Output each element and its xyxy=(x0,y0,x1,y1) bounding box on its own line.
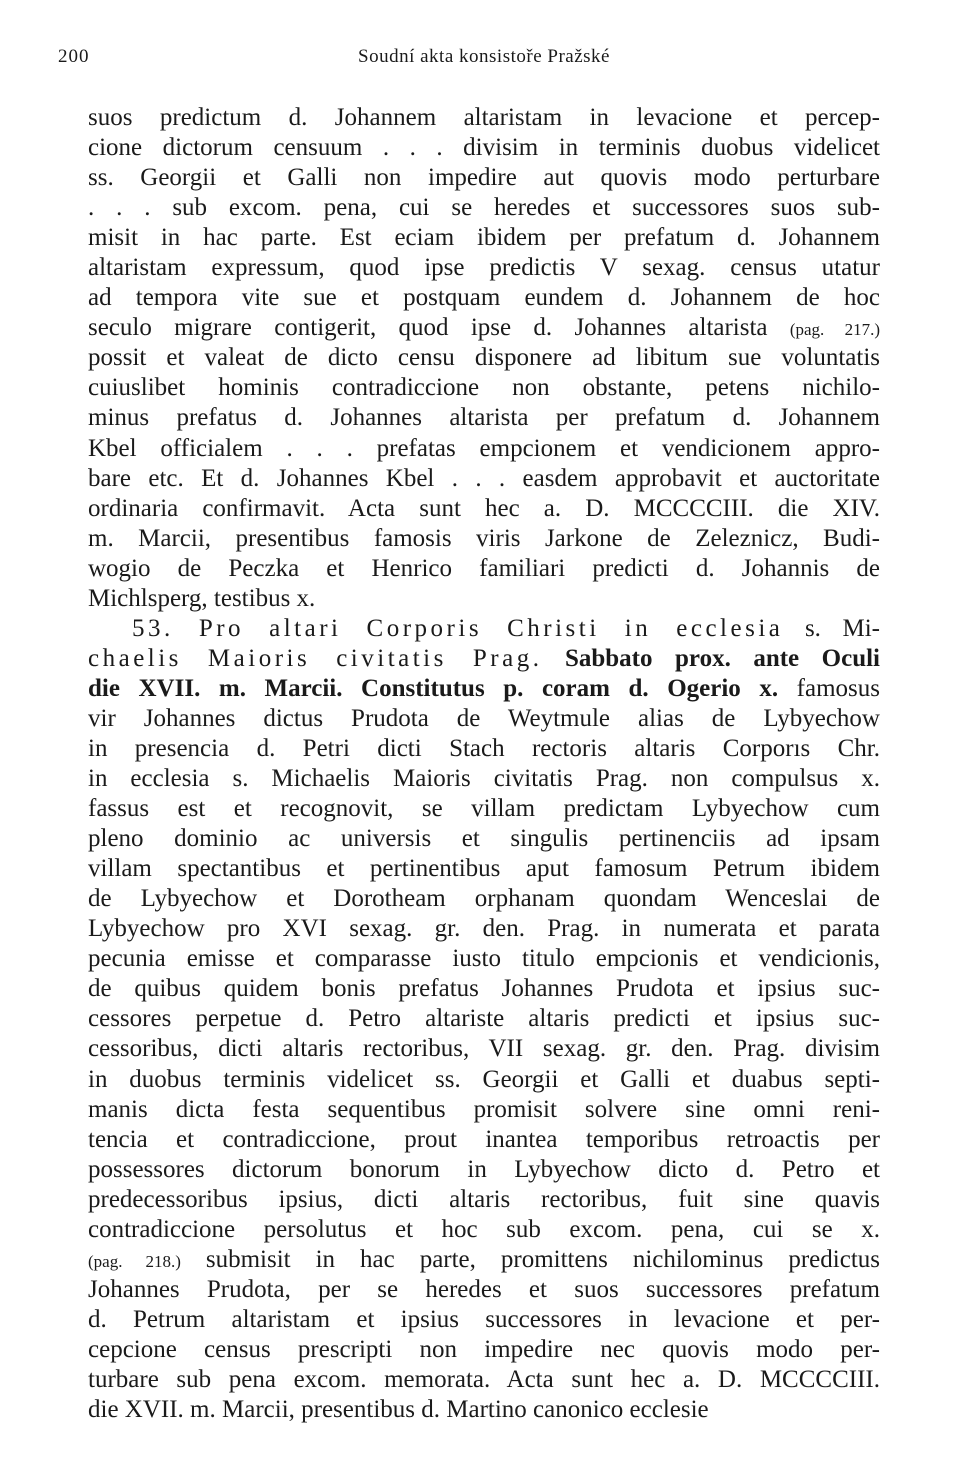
text-line xyxy=(88,824,880,854)
text-line xyxy=(88,163,880,193)
line-text: s. Mi- xyxy=(783,614,880,642)
text-line xyxy=(88,403,880,433)
line-text: bare etc. Et d. Johannes Kbel . . . easdem approbavit et auctoritate xyxy=(88,464,880,492)
text-line xyxy=(88,1125,880,1155)
line-text: ad tempora vite sue et postquam eundem d. Johannem de hoc xyxy=(88,284,880,312)
text-line xyxy=(88,974,880,1004)
text-line xyxy=(88,1275,880,1305)
text-line xyxy=(88,554,880,584)
page-header xyxy=(58,46,870,74)
body-text xyxy=(88,103,880,1425)
line-text: manis dicta festa sequentibus promisit solvere sine omni reni- xyxy=(88,1095,880,1123)
line-text: Johannes Prudota, per se heredes et suos successores prefatum xyxy=(88,1275,880,1303)
text-line xyxy=(88,674,880,704)
line-text: seculo migrare contigerit, quod ipse d. Johannes altarista xyxy=(88,314,768,342)
text-line xyxy=(88,764,880,794)
line-text: ordinaria confirmavit. Acta sunt hec a. D. MCCCCIII. die XIV. xyxy=(88,494,880,522)
text-line xyxy=(88,524,880,554)
text-line xyxy=(88,343,880,373)
text-line xyxy=(88,1395,880,1425)
text-line xyxy=(88,283,880,313)
line-text: famosus xyxy=(778,674,881,702)
page-number: 200 xyxy=(58,46,90,67)
line-text: pleno dominio ac universis et singulis pertinenciis ad ipsam xyxy=(88,825,880,853)
line-text: d. Petrum altaristam et ipsius successores in levacione et per- xyxy=(88,1305,880,1333)
text-line xyxy=(88,434,880,464)
text-line xyxy=(88,1065,880,1095)
text-line xyxy=(88,704,880,734)
line-text: altaristam expressum, quod ipse predictis V sexag. census utatur xyxy=(88,254,880,282)
line-text: . . . sub excom. pena, cui se heredes et successores suos sub- xyxy=(88,194,880,222)
line-text: die XVII. m. Marcii, presentibus d. Martino canonico ecclesie xyxy=(88,1396,709,1424)
line-text: fassus est et recognovit, se villam predictam Lybyechow cum xyxy=(88,795,880,823)
line-text: cessoribus, dicti altaris rectoribus, VII sexag. gr. den. Prag. divisim xyxy=(88,1035,880,1063)
line-text: cione dictorum censuum . . . divisim in terminis duobus videlicet xyxy=(88,134,880,162)
line-text: ss. Georgii et Galli non impedire aut quovis modo perturbare xyxy=(88,164,880,192)
text-line xyxy=(88,373,880,403)
page-reference: (pag. 217.) xyxy=(789,320,880,340)
text-line xyxy=(88,1155,880,1185)
text-line xyxy=(88,944,880,974)
line-text: tencia et contradiccione, prout inantea temporibus retroactis per xyxy=(88,1125,880,1153)
line-text: suos predictum d. Johannem altaristam in levacione et percep- xyxy=(88,104,880,131)
text-line xyxy=(88,1095,880,1125)
line-text: in duobus terminis videlicet ss. Georgii et Galli et duabus septi- xyxy=(88,1065,880,1093)
line-text: pecunia emisse et comparasse iusto titulo empcionis et vendicionis, xyxy=(88,945,880,973)
line-text: possessores dictorum bonorum in Lybyechow dicto d. Petro et xyxy=(88,1155,880,1183)
text-line xyxy=(88,103,880,133)
line-text: Lybyechow pro XVI sexag. gr. den. Prag. in numerata et parata xyxy=(88,915,880,943)
line-text: turbare sub pena excom. memorata. Acta sunt hec a. D. MCCCCIII. xyxy=(88,1365,880,1393)
line-text: submisit in hac parte, promittens nichilominus predictus xyxy=(180,1245,880,1273)
line-text: Michlsperg, testibus x. xyxy=(88,584,316,612)
line-text: wogio de Peczka et Henrico familiari predicti d. Johannis de xyxy=(88,554,880,582)
text-line xyxy=(88,614,880,644)
running-title: Soudní akta konsistoře Pražské xyxy=(358,46,610,67)
text-line xyxy=(88,884,880,914)
text-line xyxy=(88,223,880,253)
text-line xyxy=(88,584,880,614)
line-text: cuiuslibet hominis contradiccione non obstante, petens nichilo- xyxy=(88,374,880,402)
text-line xyxy=(88,1335,880,1365)
line-text: contradiccione persolutus et hoc sub excom. pena, cui se x. xyxy=(88,1215,880,1243)
text-line xyxy=(88,1004,880,1034)
text-line xyxy=(88,854,880,884)
text-line xyxy=(88,1034,880,1064)
text-line xyxy=(88,253,880,283)
line-text: in ecclesia s. Michaelis Maioris civitatis Prag. non compulsus x. xyxy=(88,765,880,793)
line-text: Kbel officialem . . . prefatas empcionem et vendicionem appro- xyxy=(88,434,880,462)
text-line xyxy=(88,1215,880,1245)
text-line xyxy=(88,193,880,223)
line-text: de Lybyechow et Dorotheam orphanam quondam Wenceslai de xyxy=(88,885,880,913)
text-line xyxy=(88,1365,880,1395)
line-text: possit et valeat de dicto censu disponere ad libitum sue voluntatis xyxy=(88,344,880,372)
text-line xyxy=(88,734,880,764)
text-line xyxy=(88,1245,880,1275)
text-line xyxy=(88,794,880,824)
line-text: minus prefatus d. Johannes altarista per prefatum d. Johannem xyxy=(88,404,880,432)
line-text: cessores perpetue d. Petro altariste altaris predicti et ipsius suc- xyxy=(88,1005,880,1033)
text-line xyxy=(88,313,880,343)
text-line xyxy=(88,1305,880,1335)
line-text: misit in hac parte. Est eciam ibidem per prefatum d. Johannem xyxy=(88,224,880,252)
line-text: vir Johannes dictus Prudota de Weytmule alias de Lybyechow xyxy=(88,704,880,732)
text-line xyxy=(88,133,880,163)
text-line xyxy=(88,494,880,524)
line-text: villam spectantibus et pertinentibus aput famosum Petrum ibidem xyxy=(88,855,880,883)
line-text: predecessoribus ipsius, dicti altaris rectoribus, fuit sine quavis xyxy=(88,1185,880,1213)
line-text: m. Marcii, presentibus famosis viris Jarkone de Zeleznicz, Budi- xyxy=(88,524,880,552)
text-line xyxy=(88,1185,880,1215)
entry-heading: 53. Pro altari Corporis Christi in ecclesia xyxy=(132,614,784,642)
text-line xyxy=(88,914,880,944)
text-line xyxy=(88,644,880,674)
entry-date: Sabbato prox. ante Oculi xyxy=(542,644,881,672)
entry-date: die XVII. m. Marcii. Constitutus p. coram d. Ogerio x. xyxy=(88,674,779,702)
line-text: in presencia d. Petri dicti Stach rectoris altaris Corporıs Chr. xyxy=(88,734,880,762)
line-text: cepcione census prescripti non impedire nec quovis modo per- xyxy=(88,1335,880,1363)
line-text: de quibus quidem bonis prefatus Johannes Prudota et ipsius suc- xyxy=(88,975,880,1003)
entry-heading: chaelis Maioris civitatis Prag. xyxy=(88,644,543,672)
page-reference: (pag. 218.) xyxy=(88,1251,181,1271)
text-line xyxy=(88,464,880,494)
